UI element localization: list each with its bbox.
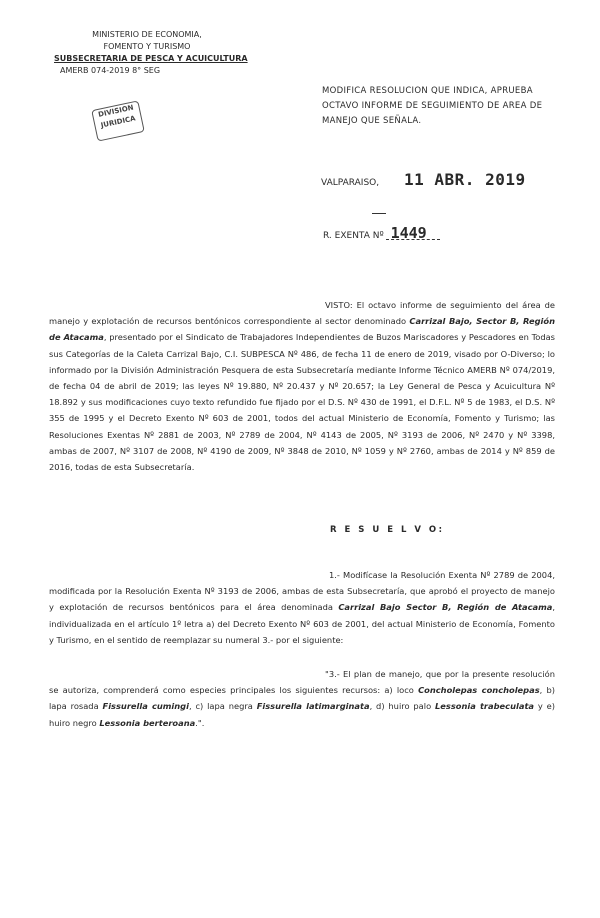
art2-text-5: y e) huiro negro [49, 701, 555, 728]
species-lessonia-trabeculata: Lessonia trabeculata [435, 701, 535, 712]
species-fissurella-cumingi: Fissurella cumingi [102, 701, 189, 712]
number-marks [372, 213, 386, 214]
letterhead [54, 29, 248, 77]
species-lessonia-berteroana: Lessonia berteroana [99, 717, 196, 728]
article-1-paragraph [49, 567, 555, 648]
visto-paragraph [49, 297, 555, 475]
ministry-line-1: MINISTERIO DE ECONOMIA, [92, 30, 202, 39]
species-fissurella-latimarginata: Fissurella latimarginata [256, 701, 370, 712]
reference-code: AMERB 074-2019 8° SEG [60, 66, 161, 75]
art2-text-3: , c) lapa negra [188, 701, 257, 712]
visto-area-name: Carrizal Bajo, Sector B, Región de Atacama [49, 316, 555, 343]
art1-text-1: 1.- Modifícase la Resolución Exenta Nº 2789 de 2004, modificada por la Resolución Exenta Nº 3193 de 2006, ambas de esta Subsecretaría, que aprobó el proyecto de manejo y explotación de recursos bentónicos para el área denominada [49, 570, 555, 613]
stamp-line-2: JURIDICA [100, 114, 137, 130]
art1-area-name: Carrizal Bajo Sector B, Región de Atacama [338, 602, 553, 613]
division-juridica-stamp [91, 100, 145, 141]
document-subject: MODIFICA RESOLUCION QUE INDICA, APRUEBA OCTAVO INFORME DE SEGUIMIENTO DE AREA DE MANEJO QUE SEÑALA. [322, 86, 543, 126]
number-underline [386, 239, 440, 240]
resolution-number-line [323, 224, 440, 242]
resuelvo-heading: R E S U E L V O: [330, 525, 445, 535]
visto-text-2: , presentado por el Sindicato de Trabajadores Independientes de Buzos Mariscadores y Pescadores en Todas sus Categorías de la Caleta Carrizal Bajo, C.I. SUBPESCA Nº 486, de fecha 11 de enero de 2019, visado por O-Diverso; lo informado por la División Administración Pesquera de esta Subsecretaría mediante Informe Técnico AMERB Nº 074/2019, de fecha 04 de abril de 2019; las leyes Nº 19.880, Nº 20.437 y Nº 20.657; la Ley General de Pesca y Acuicultura Nº 18.892 y sus modificaciones cuyo texto refundido fue fijado por el D.S. Nº 430 de 1991, el D.F.L. Nº 5 de 1983, el D.S. Nº 355 de 1995 y el Decreto Exento Nº 603 de 2001, todos del actual Ministerio de Economía, Fomento y Turismo; las Resoluciones Exentas Nº 2881 de 2003, Nº 2789 de 2004, Nº 4143 de 2005, Nº 3193 de 2006, Nº 2470 y Nº 3398, ambas de 2007, Nº 3107 de 2008, Nº 4190 de 2009, Nº 3848 de 2010, Nº 1059 y Nº 2760, ambas de 2014 y Nº 859 de 2016, todas de esta Subsecretaría. [49, 332, 556, 473]
art2-text-1: "3.- El plan de manejo, que por la presente resolución se autoriza, comprenderá como especies principales los siguientes recursos: a) loco [49, 669, 555, 696]
ministry-line-2: FOMENTO Y TURISMO [103, 42, 191, 51]
stamp-line-1: DIVISION [97, 103, 135, 119]
art2-text-2: , b) lapa rosada [49, 685, 555, 712]
date-line [321, 170, 526, 189]
resolution-number: 1449 [390, 224, 427, 242]
art1-text-2: , individualizada en el artículo 1º letra a) del Decreto Exento Nº 603 de 2001, del actual Ministerio de Economía, Fomento y Turismo, en el sentido de reemplazar su numeral 3.- por el siguiente: [49, 602, 555, 645]
art2-text-6: .". [195, 717, 205, 728]
art2-text-4: , d) huiro palo [369, 701, 435, 712]
species-concholepas: Concholepas concholepas [418, 685, 540, 696]
stamped-date: 11 ABR. 2019 [404, 170, 526, 189]
subsecretaria-line: SUBSECRETARIA DE PESCA Y ACUICULTURA [54, 54, 248, 63]
place-label: VALPARAISO, [321, 178, 380, 188]
numeral-3-paragraph [49, 666, 555, 731]
visto-text-1: VISTO: El octavo informe de seguimiento del área de manejo y explotación de recursos bentónicos correspondiente al sector denominado [49, 300, 555, 327]
resolution-label: R. EXENTA Nº [323, 231, 384, 241]
